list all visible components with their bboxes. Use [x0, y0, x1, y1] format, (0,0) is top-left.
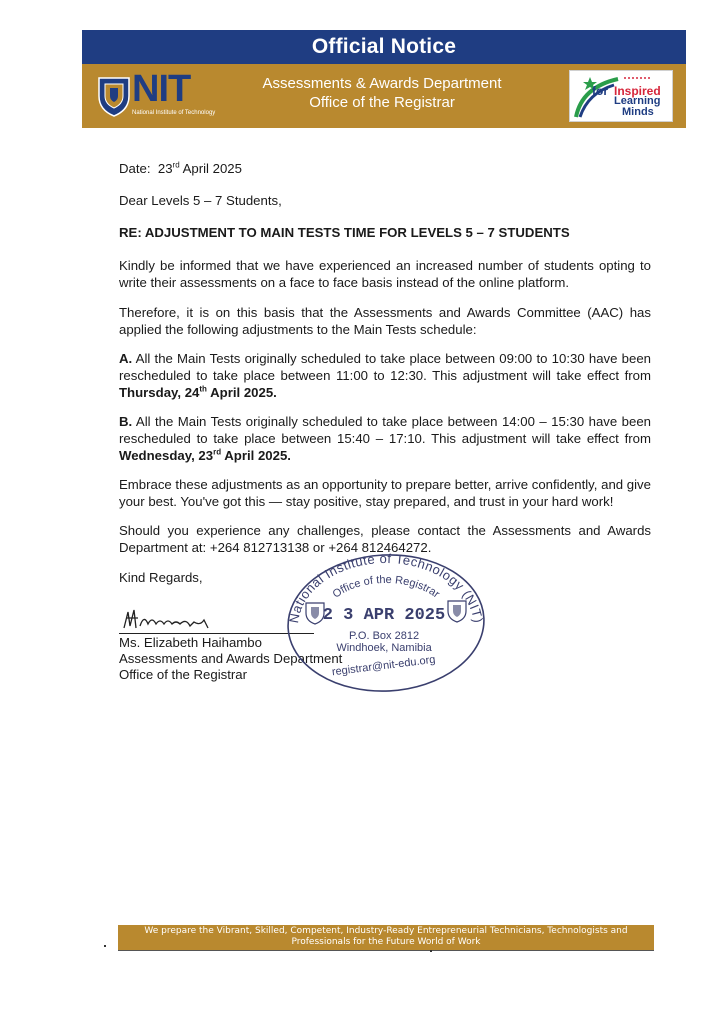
scan-speck [430, 950, 432, 952]
svg-text:Office of the Registrar [331, 574, 442, 601]
item-a-date: Thursday, 24th April 2025. [119, 384, 277, 400]
paragraph-intro: Kindly be informed that we have experienced an increased number of students opting to write their assessments on a face to face basis instead of the online platform. [119, 258, 651, 290]
stamp-arc-text: National Institute of Technology (NIT) [286, 550, 486, 625]
logo-word-minds: Minds [622, 106, 654, 118]
signatory-office: Office of the Registrar [119, 667, 248, 682]
department-name: Assessments & Awards Department [262, 75, 502, 92]
date-day: 23 [157, 161, 173, 176]
scan-speck [104, 945, 106, 947]
closing: Kind Regards, [119, 570, 203, 585]
item-b-text: All the Main Tests originally scheduled to take place between 14:00 – 15:30 have been rescheduled to take place between 15:40 – 17:10. This adjustment will take effect from [119, 414, 651, 446]
paragraph-encouragement: Embrace these adjustments as an opportunity to prepare better, arrive confidently, and give your best. You've got this — stay positive, stay prepared, and trust in your hard work! [119, 477, 651, 509]
stamp-email: registrar@nit-edu.org [331, 653, 437, 679]
salutation: Dear Levels 5 – 7 Students, [119, 193, 282, 208]
logo-word-learning: Learning [614, 95, 661, 107]
footer-motto-line1: We prepare the Vibrant, Skilled, Competent, Industry-Ready Entrepreneurial Technicians, Technologists and [144, 926, 628, 936]
footer-motto-line2: Professionals for the Future World of Work [291, 937, 481, 947]
date-rest: April 2025 [182, 161, 242, 176]
subject-line: RE: ADJUSTMENT TO MAIN TESTS TIME FOR LEVELS 5 – 7 STUDENTS [119, 225, 570, 240]
inspired-learning-logo [569, 70, 673, 122]
nit-logo [94, 70, 224, 122]
footer-rule [118, 950, 654, 951]
adjustment-item-b [119, 413, 651, 464]
signatory-title: Assessments and Awards Department [119, 651, 343, 666]
paragraph-contact: Should you experience any challenges, please contact the Assessments and Awards Department at: +264 812713138 or +264 812464272. [119, 523, 651, 555]
item-a-marker: A. [119, 351, 133, 366]
notice-title: Official Notice [311, 35, 457, 58]
signatory-name: Ms. Elizabeth Haihambo [119, 635, 262, 650]
adjustment-item-a [119, 350, 651, 401]
registrar-stamp [284, 547, 488, 693]
stamp-shield-icon-right [448, 601, 466, 622]
date-label: Date: [119, 161, 151, 176]
item-a-text: All the Main Tests originally scheduled to take place between 09:00 to 10:30 have been rescheduled to take place between 11:00 to 12:30. This adjustment will take effect from [119, 351, 651, 383]
paragraph-basis: Therefore, it is on this basis that the Assessments and Awards Committee (AAC) has applied the following adjustments to the Main Tests schedule: [119, 305, 651, 337]
footer-motto-bar [118, 925, 654, 950]
item-b-marker: B. [119, 414, 133, 429]
logo-word-inspired: Inspired [614, 84, 661, 98]
nit-logo-subtext: National Institute of Technology [132, 110, 216, 116]
nit-logo-text: NIT [132, 68, 191, 110]
stamp-date: 2 3 APR 2025 [322, 606, 446, 625]
department-bar [82, 64, 686, 128]
stamp-shield-icon-left [306, 603, 324, 624]
notice-title-bar [82, 30, 686, 64]
stamp-city: Windhoek, Namibia [336, 642, 432, 654]
logo-word-for: for [592, 84, 608, 98]
stamp-office-text: Office of the Registrar [330, 573, 442, 601]
item-b-date: Wednesday, 23rd April 2025. [119, 447, 291, 463]
date-suffix: rd [172, 160, 180, 170]
stamp-po-box: P.O. Box 2812 [348, 630, 420, 642]
office-name: Office of the Registrar [309, 94, 455, 111]
nit-shield-icon [96, 74, 132, 118]
department-heading [242, 74, 522, 112]
handwritten-signature [120, 606, 240, 632]
letter-date [119, 160, 651, 177]
